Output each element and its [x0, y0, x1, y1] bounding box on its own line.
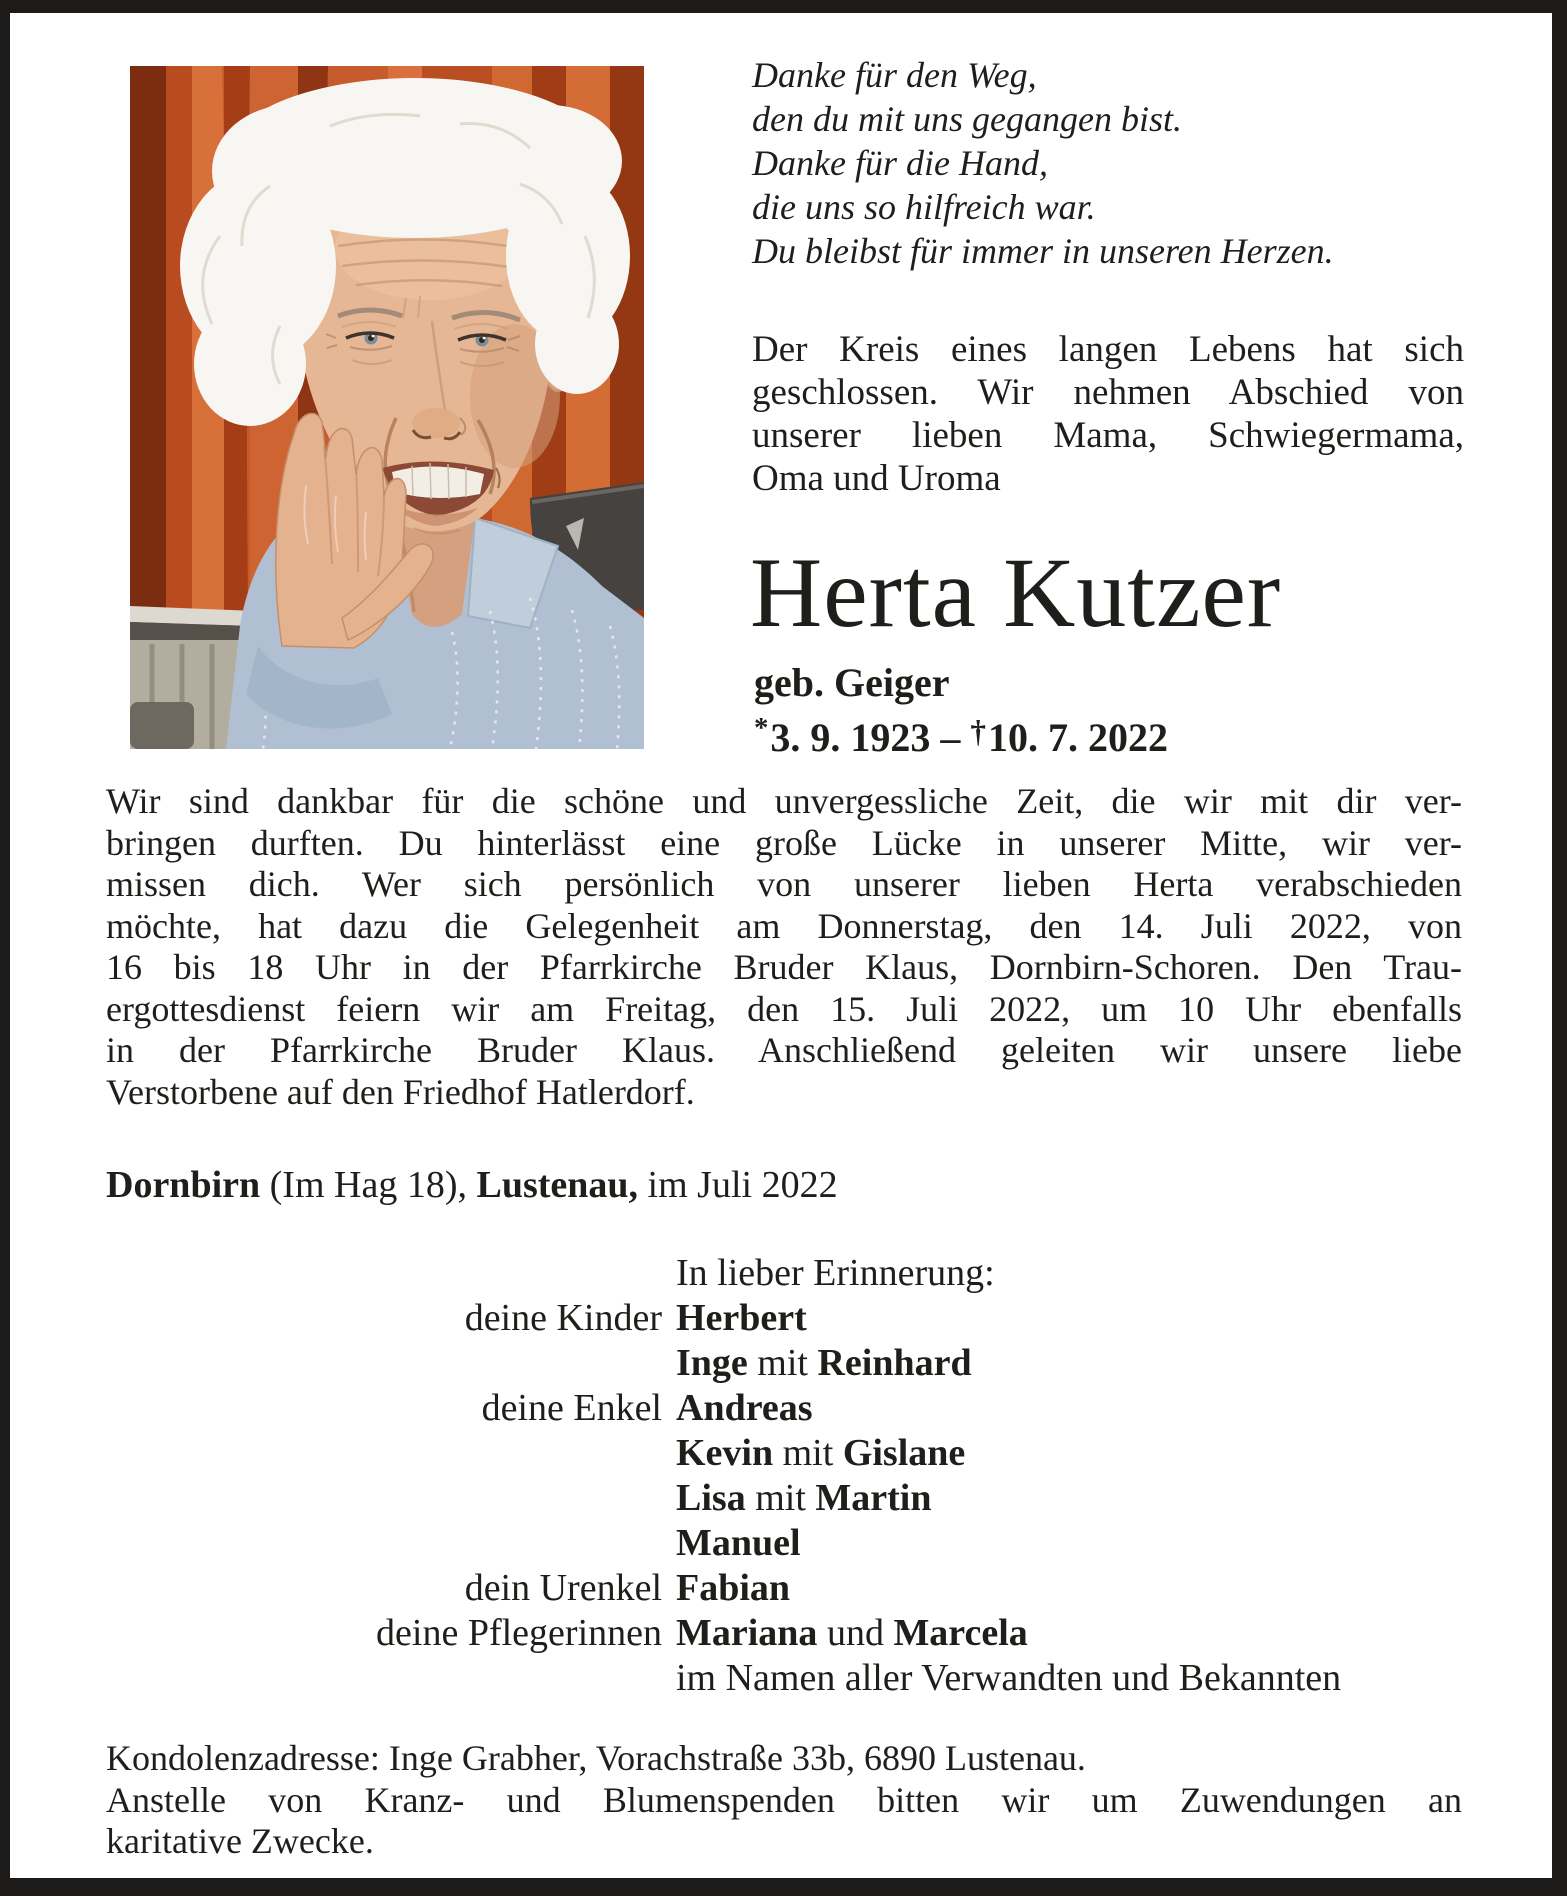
relative-name: Inge: [676, 1342, 748, 1384]
place-city-2: Lustenau,: [476, 1164, 639, 1206]
body-line: möchte, hat dazu die Gelegenheit am Donnerstag, den 14. Juli 2022, von: [106, 905, 1462, 946]
portrait-photo: [130, 66, 644, 749]
relative-name: Lisa: [676, 1477, 746, 1519]
poem: [752, 53, 1412, 273]
memorial-heading-row: [106, 1251, 1462, 1296]
intro-line: Oma und Uroma: [752, 458, 1001, 499]
birth-date: 3. 9. 1923: [770, 714, 931, 760]
memorial-row: [106, 1296, 1462, 1341]
place-city-1: Dornbirn: [106, 1164, 261, 1206]
relation-label: deine Pflegerinnen: [376, 1612, 662, 1654]
relation-label: [106, 1476, 662, 1521]
name-connector: mit: [745, 1477, 816, 1519]
relation-label: [106, 1431, 662, 1476]
intro-paragraph: [752, 328, 1464, 500]
place-address: (Im Hag 18),: [260, 1164, 477, 1206]
relation-label: deine Kinder: [464, 1297, 662, 1339]
intro-line: geschlossen. Wir nehmen Abschied von: [752, 372, 1464, 413]
relative-name: Reinhard: [817, 1342, 972, 1384]
memorial-section: [106, 1251, 1462, 1701]
name-connector: mit: [747, 1342, 818, 1384]
footer-line: karitative Zwecke.: [106, 1821, 374, 1861]
poem-line: die uns so hilfreich war.: [752, 187, 1096, 227]
memorial-row: [106, 1521, 1462, 1566]
memorial-row: [106, 1476, 1462, 1521]
life-dates: [754, 705, 1168, 761]
memorial-row: [106, 1386, 1462, 1431]
relation-label: deine Enkel: [481, 1387, 662, 1429]
dates-separator: –: [940, 714, 961, 760]
poem-line: Danke für den Weg,: [752, 55, 1037, 95]
deceased-name: Herta Kutzer: [750, 537, 1282, 648]
memorial-closing-row: [106, 1656, 1462, 1701]
poem-line: Danke für die Hand,: [752, 143, 1048, 183]
main-text: [106, 781, 1462, 1113]
body-line: Wir sind dankbar für die schöne und unvergessliche Zeit, die wir mit dir ver-: [106, 781, 1462, 821]
footer-line: Kondolenzadresse: Inge Grabher, Vorachstraße 33b, 6890 Lustenau.: [106, 1738, 1086, 1778]
birth-star-symbol: *: [754, 712, 769, 744]
relative-name: Mariana: [676, 1612, 818, 1654]
memorial-row: [106, 1431, 1462, 1476]
poem-line: Du bleibst für immer in unseren Herzen.: [752, 231, 1334, 271]
maiden-name: geb. Geiger: [754, 660, 950, 705]
memorial-row: [106, 1611, 1462, 1656]
intro-line: unserer lieben Mama, Schwiegermama,: [752, 415, 1464, 456]
place-date-line: [106, 1163, 1462, 1207]
relative-name: Gislane: [842, 1432, 966, 1474]
name-connector: mit: [773, 1432, 843, 1474]
body-line: 16 bis 18 Uhr in der Pfarrkirche Bruder Klaus, Dornbirn-Schoren. Den Trau-: [106, 947, 1462, 987]
relation-label: [106, 1521, 662, 1566]
relative-name: Herbert: [676, 1297, 807, 1339]
relative-name: Kevin: [676, 1432, 774, 1474]
relative-name: Marcela: [893, 1612, 1028, 1654]
death-cross-symbol: †: [970, 714, 986, 750]
memorial-row: [106, 1566, 1462, 1611]
memorial-row: [106, 1341, 1462, 1386]
memorial-heading: In lieber Erinnerung:: [676, 1252, 995, 1294]
body-line: bringen durften. Du hinterlässt eine große Lücke in unserer Mitte, wir ver-: [106, 822, 1462, 863]
poem-line: den du mit uns gegangen bist.: [752, 99, 1182, 139]
body-line: Verstorbene auf den Friedhof Hatlerdorf.: [106, 1071, 695, 1112]
relative-name: Andreas: [676, 1387, 813, 1429]
relation-label: dein Urenkel: [464, 1567, 662, 1609]
intro-line: Der Kreis eines langen Lebens hat sich: [752, 329, 1464, 370]
relative-name: Manuel: [676, 1522, 801, 1564]
relative-name: Fabian: [676, 1567, 791, 1609]
body-line: missen dich. Wer sich persönlich von unserer lieben Herta verabschieden: [106, 864, 1462, 904]
body-line: in der Pfarrkirche Bruder Klaus. Anschließend geleiten wir unsere liebe: [106, 1030, 1462, 1070]
portrait-photo-graphic: [130, 66, 644, 749]
death-date: 10. 7. 2022: [988, 714, 1168, 760]
memorial-closing: im Namen aller Verwandten und Bekannten: [676, 1657, 1342, 1699]
relative-name: Martin: [815, 1477, 932, 1519]
relation-label: [106, 1341, 662, 1386]
name-connector: und: [817, 1612, 894, 1654]
condolence-footer: [106, 1738, 1462, 1863]
place-month: im Juli 2022: [638, 1164, 838, 1206]
footer-line: Anstelle von Kranz- und Blumenspenden bitten wir um Zuwendungen an: [106, 1779, 1462, 1820]
body-line: ergottesdienst feiern wir am Freitag, den 15. Juli 2022, um 10 Uhr ebenfalls: [106, 988, 1462, 1029]
